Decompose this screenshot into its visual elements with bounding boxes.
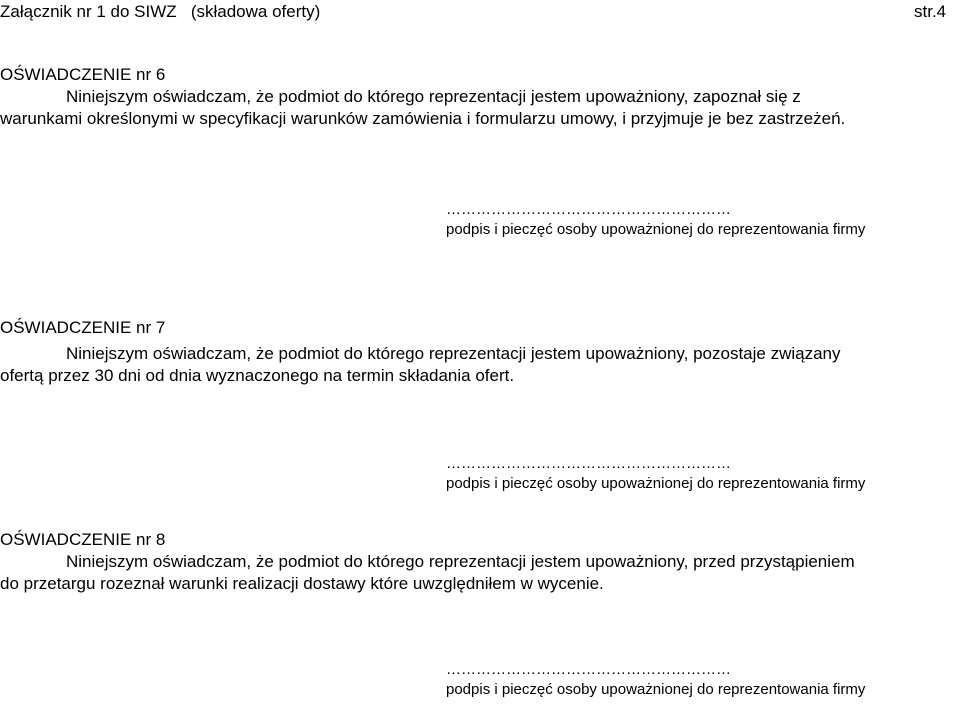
signature-label: podpis i pieczęć osoby upoważnionej do reprezentowania firmy bbox=[446, 475, 866, 492]
statement-8-title: OŚWIADCZENIE nr 8 bbox=[0, 530, 166, 549]
statement-8-line-1: Niniejszym oświadczam, że podmiot do którego reprezentacji jestem upoważniony, przed przystąpieniem bbox=[66, 552, 855, 571]
statement-7-line-2: ofertą przez 30 dni od dnia wyznaczonego na termin składania ofert. bbox=[0, 366, 515, 385]
statement-8-line-2: do przetargu rozeznał warunki realizacji dostawy które uwzględniłem w wycenie. bbox=[0, 574, 604, 593]
signature-line: ………………………………………………… bbox=[446, 455, 731, 472]
attachment-title: Załącznik nr 1 do SIWZ (składowa oferty) bbox=[0, 2, 321, 21]
statement-7-line-1: Niniejszym oświadczam, że podmiot do którego reprezentacji jestem upoważniony, pozostaje związany bbox=[66, 344, 841, 363]
statement-6-signature bbox=[446, 200, 946, 240]
statement-6-title: OŚWIADCZENIE nr 6 bbox=[0, 65, 166, 84]
statement-6-line-2: warunkami określonymi w specyfikacji warunków zamówienia i formularzu umowy, i przyjmuje je bez zastrzeżeń. bbox=[0, 109, 846, 128]
statement-7-signature bbox=[446, 454, 946, 494]
statement-6 bbox=[0, 64, 959, 130]
signature-label: podpis i pieczęć osoby upoważnionej do reprezentowania firmy bbox=[446, 681, 866, 698]
statement-8-signature bbox=[446, 660, 946, 700]
signature-line: ………………………………………………… bbox=[446, 201, 731, 218]
statement-7 bbox=[0, 317, 959, 387]
statement-6-line-1: Niniejszym oświadczam, że podmiot do którego reprezentacji jestem upoważniony, zapoznał się z bbox=[66, 87, 801, 106]
statement-8 bbox=[0, 529, 959, 595]
signature-line: ………………………………………………… bbox=[446, 661, 731, 678]
page-header bbox=[0, 0, 959, 24]
page-number: str.4 bbox=[914, 2, 947, 21]
signature-label: podpis i pieczęć osoby upoważnionej do reprezentowania firmy bbox=[446, 221, 866, 238]
statement-7-title: OŚWIADCZENIE nr 7 bbox=[0, 318, 166, 337]
